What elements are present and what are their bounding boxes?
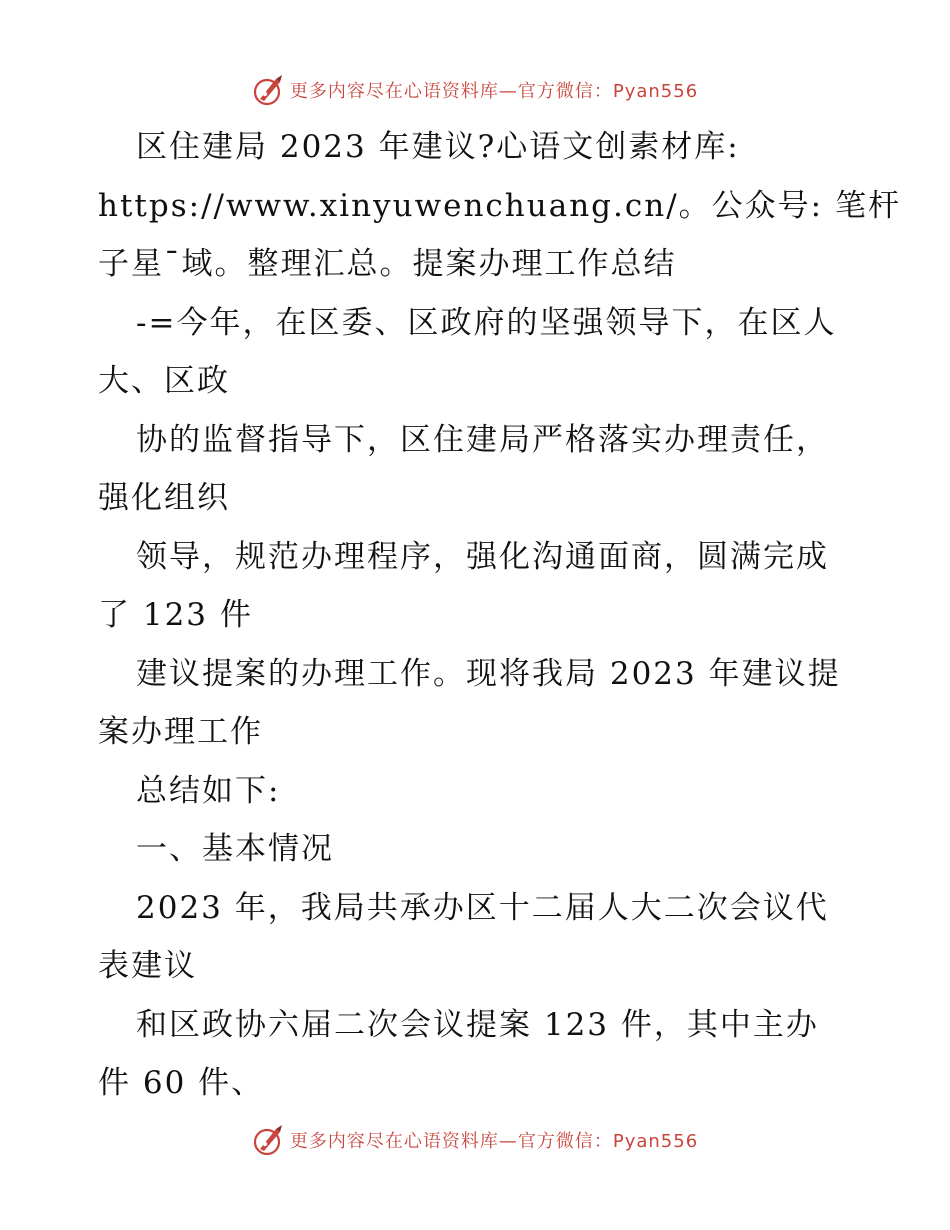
banner-wechat-label: 官方微信： bbox=[517, 1131, 613, 1152]
text-line: 建议提案的办理工作。现将我局 2023 年建议提 bbox=[136, 655, 841, 692]
text-line: 2023 年，我局共承办区十二届人大二次会议代 bbox=[136, 889, 829, 926]
text-line: 大、区政 bbox=[98, 363, 230, 399]
text-line: 和区政协六届二次会议提案 123 件，其中主办 bbox=[136, 1006, 819, 1043]
quill-pen-logo-icon bbox=[252, 73, 286, 107]
text-line: -=今年，在区委、区政府的坚强领导下，在区人 bbox=[136, 304, 837, 341]
text-line: 强化组织 bbox=[98, 480, 230, 516]
banner-separator: — bbox=[498, 81, 518, 102]
banner-wechat-label: 官方微信： bbox=[517, 81, 613, 102]
header-banner bbox=[0, 70, 950, 110]
text-line: https://www.xinyuwenchuang.cn/。公众号: 笔杆 bbox=[98, 187, 901, 224]
banner-slogan: 更多内容尽在心语资料库 bbox=[289, 81, 499, 102]
footer-banner bbox=[0, 1120, 950, 1160]
banner-wechat-id: Pyan556 bbox=[612, 1131, 699, 1152]
text-line: 件 60 件、 bbox=[98, 1065, 265, 1101]
text-line: 了 123 件 bbox=[98, 597, 253, 633]
text-line: 区住建局 2023 年建议?心语文创素材库: bbox=[136, 129, 740, 165]
banner-text bbox=[290, 77, 698, 103]
text-line: 协的监督指导下，区住建局严格落实办理责任， bbox=[136, 421, 829, 458]
text-line: 案办理工作 bbox=[98, 714, 263, 750]
text-line: 一、基本情况 bbox=[136, 831, 334, 867]
banner-slogan: 更多内容尽在心语资料库 bbox=[289, 1131, 499, 1152]
text-line: 领导，规范办理程序，强化沟通面商，圆满完成 bbox=[136, 538, 829, 575]
quill-pen-logo-icon bbox=[252, 1123, 286, 1157]
text-line: 总结如下: bbox=[136, 772, 281, 809]
banner-wechat-id: Pyan556 bbox=[612, 81, 699, 102]
text-line: 子星¯域。整理汇总。提案办理工作总结 bbox=[98, 246, 677, 282]
banner-text bbox=[290, 1127, 698, 1153]
document-body bbox=[98, 118, 901, 1113]
banner-separator: — bbox=[498, 1131, 518, 1152]
text-line: 表建议 bbox=[98, 948, 197, 984]
